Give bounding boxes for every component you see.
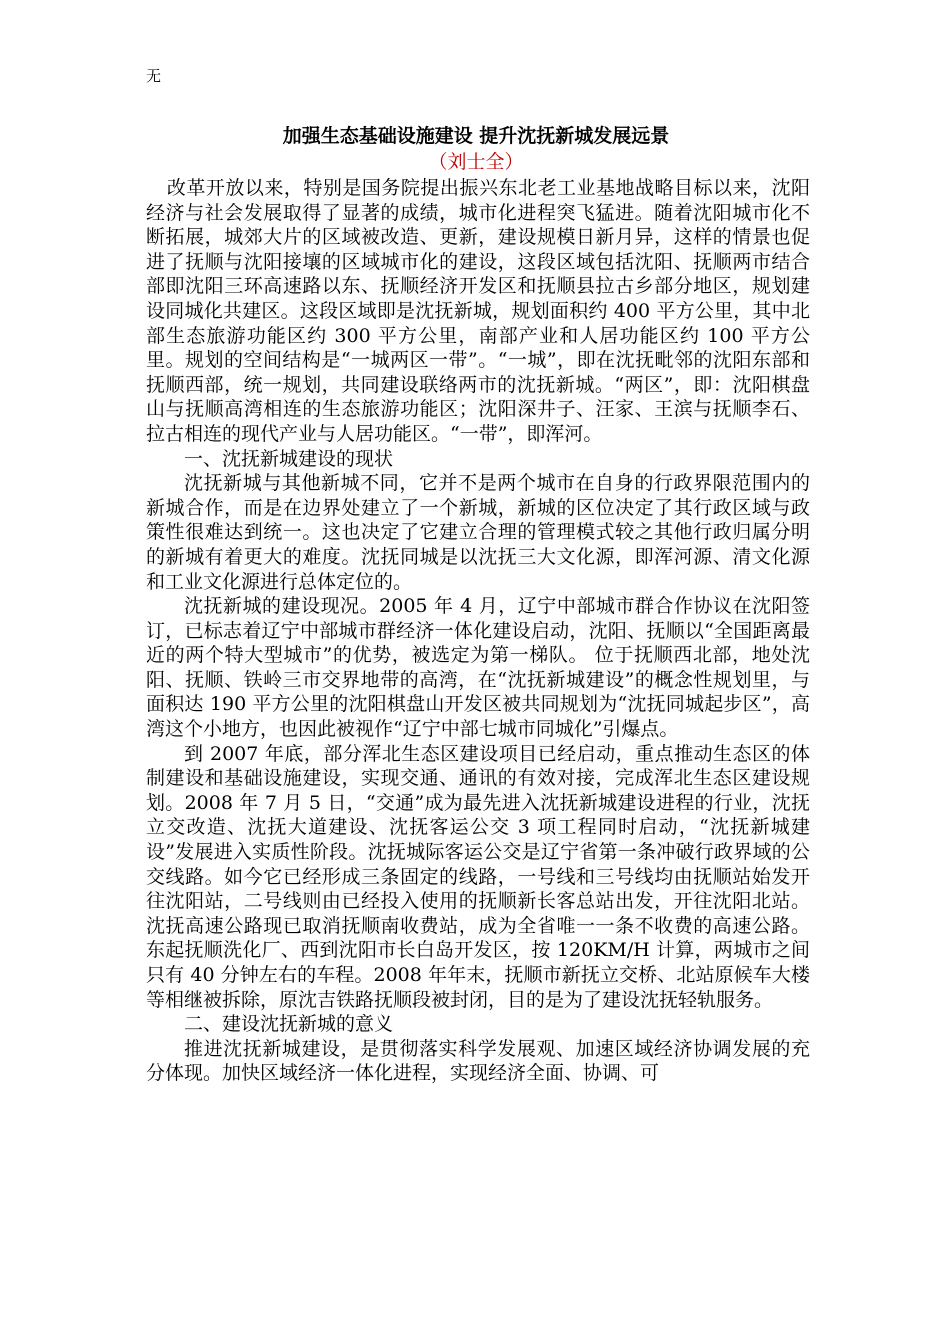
- header-mark: 无: [146, 67, 162, 85]
- section-heading-2: 二、建设沈抚新城的意义: [184, 1013, 394, 1036]
- article-title: 加强生态基础设施建设 提升沈抚新城发展远景: [282, 125, 670, 147]
- paragraph: 到 2007 年底，部分浑北生态区建设项目已经启动，重点推动生态区的体制建设和基础设施建设，实现交通、通讯的有效对接，完成浑北生态区建设规划。2008 年 7 月 5 日，“交通”成为最先进入沈抚新城建设进程的行业，沈抚立交改造、沈抚大道建设、沈抚客运公交 3 项工程同时启动，“沈抚新城建设”发展进入实质性阶段。沈抚城际客运公交是辽宁省第一条冲破行政界域的公交线路。如今它已经形成三条固定的线路，一号线和三号线均由抚顺站始发开往沈阳站，二号线则由已经投入使用的抚顺新长客总站出发，开往沈阳北站。沈抚高速公路现已取消抚顺南收费站，成为全省唯一一条不收费的高速公路。东起抚顺洗化厂、西到沈阳市长白岛开发区，按 120KM/H 计算，两城市之间只有 40 分钟左右的车程。2008 年年末，抚顺市新抚立交桥、北站原候车大楼等相继被拆除，原沈吉铁路抚顺段被封闭，目的是为了建设沈抚轻轨服务。: [146, 742, 810, 1011]
- paragraph: 推进沈抚新城建设，是贯彻落实科学发展观、加速区域经济协调发展的充分体现。加快区域经济一体化进程，实现经济全面、协调、可: [146, 1037, 810, 1085]
- section-heading-1: 一、沈抚新城建设的现状: [184, 447, 394, 470]
- article-author: （刘士全）: [428, 151, 524, 173]
- paragraph: 沈抚新城与其他新城不同，它并不是两个城市在自身的行政界限范围内的新城合作，而是在边界处建立了一个新城，新城的区位决定了其行政区域与政策性很难达到统一。这也决定了它建立合理的管理模式较之其他行政归属分明的新城有着更大的难度。沈抚同城是以沈抚三大文化源，即浑河源、清文化源和工业文化源进行总体定位的。: [146, 472, 810, 593]
- paragraph-intro: 改革开放以来，特别是国务院提出振兴东北老工业基地战略目标以来，沈阳经济与社会发展取得了显著的成绩，城市化进程突飞猛进。随着沈阳城市化不断拓展，城郊大片的区域被改造、更新，建设规模日新月异，这样的情景也促进了抚顺与沈阳接壤的区域城市化的建设，这段区域包括沈阳、抚顺两市结合部即沈阳三环高速路以东、抚顺经济开发区和抚顺县拉古乡部分地区，规划建设同城化共建区。这段区域即是沈抚新城，规划面积约 400 平方公里，其中北部生态旅游功能区约 300 平方公里，南部产业和人居功能区约 100 平方公里。规划的空间结构是“一城两区一带”。“一城”，即在沈抚毗邻的沈阳东部和抚顺西部，统一规划，共同建设联络两市的沈抚新城。“两区”，即：沈阳棋盘山与抚顺高湾相连的生态旅游功能区；沈阳深井子、汪家、王滨与抚顺李石、拉古相连的现代产业与人居功能区。“一带”，即浑河。: [146, 177, 810, 445]
- article-body: [146, 176, 810, 1086]
- paragraph: 沈抚新城的建设现况。2005 年 4 月，辽宁中部城市群合作协议在沈阳签订，已标志着辽宁中部城市群经济一体化建设启动，沈阳、抚顺以“全国距离最近的两个特大型城市”的优势，被选定为第一梯队。 位于抚顺西北部，地处沈阳、抚顺、铁岭三市交界地带的高湾，在“沈抚新城建设”的概念性规划里，与面积达 190 平方公里的沈阳棋盘山开发区被共同规划为“沈抚同城起步区”，高湾这个小地方，也因此被视作“辽宁中部七城市同城化”引爆点。: [146, 595, 810, 741]
